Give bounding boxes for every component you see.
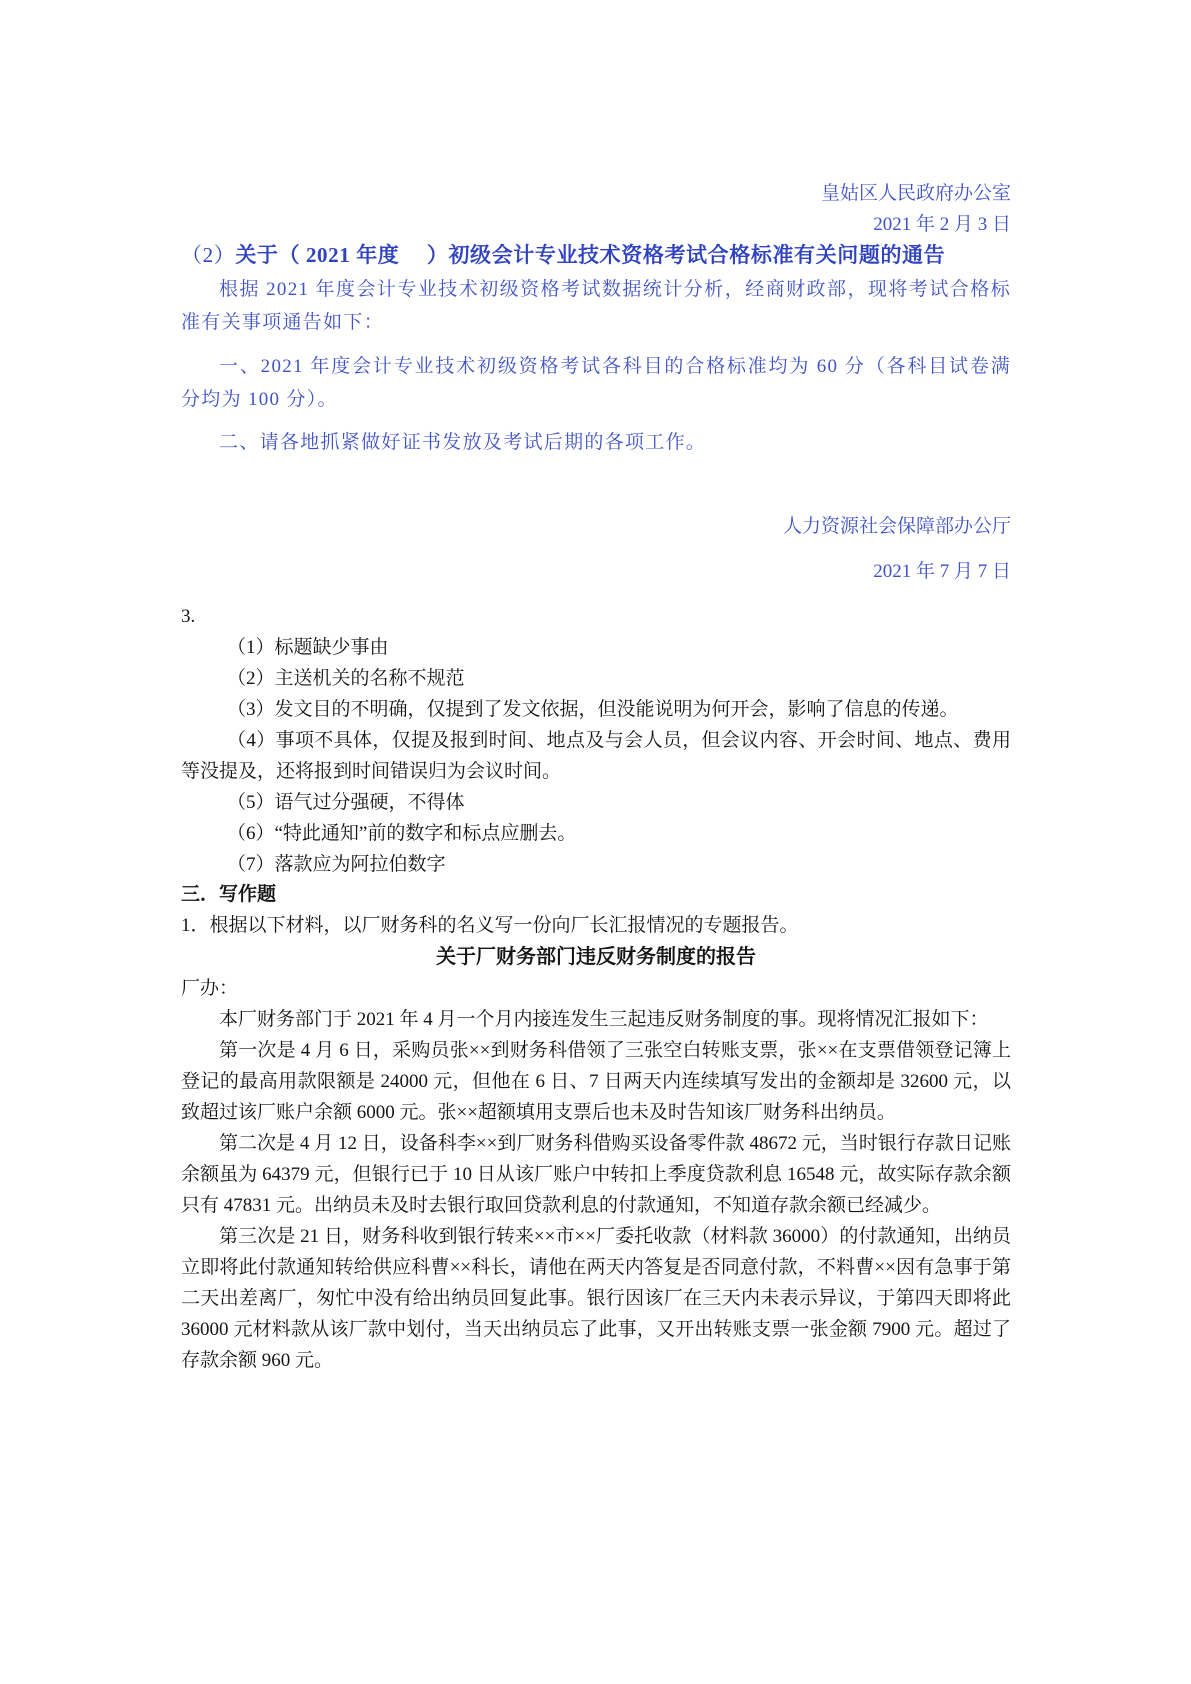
notice2-title-prefix: （2） <box>181 243 236 267</box>
notice2-title-text: 关于（ 2021 年度 ）初级会计专业技术资格考试合格标准有关问题的通告 <box>235 243 946 267</box>
notice2-item-2: 二、请各地抓紧做好证书发放及考试后期的各项工作。 <box>219 432 707 453</box>
writing-question-1: 1．根据以下材料，以厂财务科的名义写一份向厂长汇报情况的专题报告。 <box>181 915 799 936</box>
report-paragraph-1: 本厂财务部门于 2021 年 4 月一个月内接连发生三起违反财务制度的事。现将情况汇报如下： <box>219 1009 989 1030</box>
section-heading: 三．写作题 <box>181 884 277 905</box>
notice2-date: 2021 年 7 月 7 日 <box>873 561 1011 582</box>
answer-item-1: （1）标题缺少事由 <box>227 637 389 658</box>
answer-item-4: （4）事项不具体，仅提及报到时间、地点及与会人员，但会议内容、开会时间、地点、费用等没提及，还将报到时间错误归为会议时间。 <box>181 730 1011 782</box>
report-paragraph-4: 第三次是 21 日，财务科收到银行转来××市××厂委托收款（材料款 36000）的付款通知，出纳员立即将此付款通知转给供应科曹××科长，请他在两天内答复是否同意付款，不料曹××因有急事于第二天出差离厂，匆忙中没有给出纳员回复此事。银行因该厂在三天内未表示异议，于第四天即将此 36000 元材料款从该厂款中划付，当天出纳员忘了此事，又开出转账支票一张金额 7900 元。超过了存款余额 960 元。 <box>181 1226 1011 1371</box>
report-title: 关于厂财务部门违反财务制度的报告 <box>436 946 756 968</box>
notice2-title <box>181 240 1011 271</box>
answer-item-7: （7）落款应为阿拉伯数字 <box>227 854 446 875</box>
notice2-issuing-org: 人力资源社会保障部办公厅 <box>782 516 1011 537</box>
notice1-issuing-org: 皇姑区人民政府办公室 <box>820 183 1011 204</box>
notice1-date: 2021 年 2 月 3 日 <box>873 214 1011 235</box>
report-paragraph-3: 第二次是 4 月 12 日，设备科李××到厂财务科借购买设备零件款 48672 元，当时银行存款日记账余额虽为 64379 元，但银行已于 10 日从该厂账户中转扣上季度贷款利息 16548 元，故实际存款余额只有 47831 元。出纳员未及时去银行取回贷款利息的付款通知，不知道存款余额已经减少。 <box>181 1133 1011 1216</box>
answer-item-6: （6）“特此通知”前的数字和标点应删去。 <box>227 823 577 844</box>
answer-item-3: （3）发文目的不明确，仅提到了发文依据，但没能说明为何开会，影响了信息的传递。 <box>227 699 959 720</box>
report-paragraph-2: 第一次是 4 月 6 日，采购员张××到财务科借领了三张空白转账支票，张××在支票借领登记簿上登记的最高用款限额是 24000 元，但他在 6 日、7 日两天内连续填写发出的金额却是 32600 元，以致超过该厂账户余额 6000 元。张××超额填用支票后也未及时告知该厂财务科出纳员。 <box>181 1040 1011 1123</box>
notice2-item-1: 一、2021 年度会计专业技术初级资格考试各科目的合格标准均为 60 分（各科目试卷满分均为 100 分）。 <box>181 356 1011 410</box>
answer-item-2: （2）主送机关的名称不规范 <box>227 668 465 689</box>
document-content <box>181 178 1011 1376</box>
answer-item-5: （5）语气过分强硬，不得体 <box>227 792 465 813</box>
notice2-intro: 根据 2021 年度会计专业技术初级资格考试数据统计分析，经商财政部，现将考试合格标准有关事项通告如下： <box>181 279 1011 333</box>
report-salutation: 厂办： <box>181 978 239 999</box>
answer-number: 3. <box>181 606 196 627</box>
